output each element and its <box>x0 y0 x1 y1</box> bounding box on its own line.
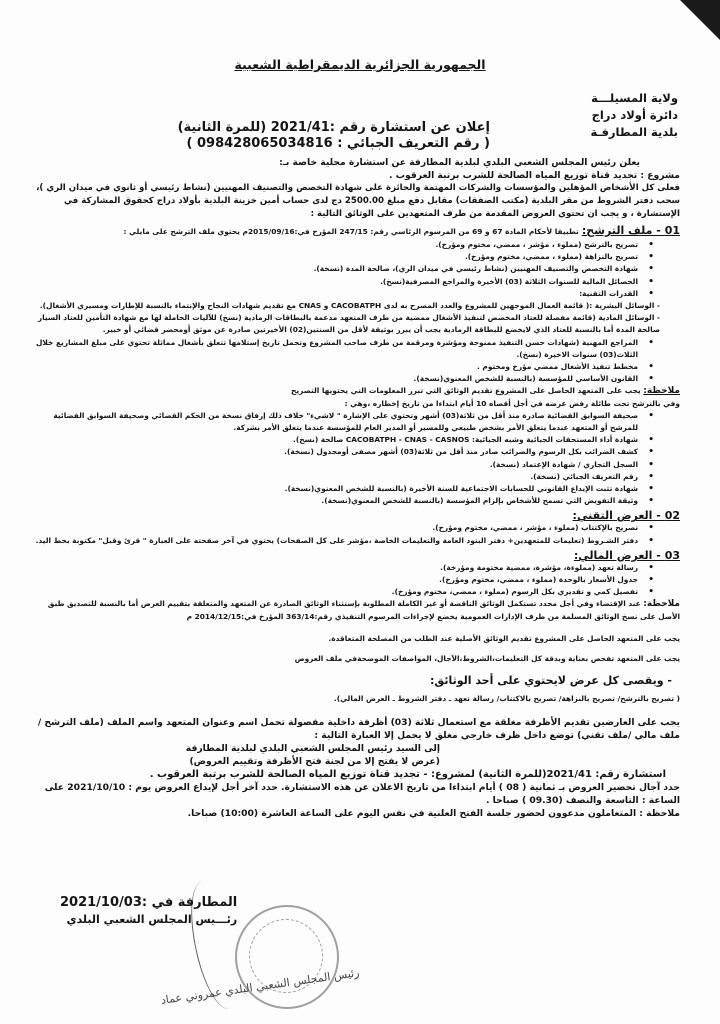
requirement-2: يجب على المتعهد تفحص بعناية وبدقة كل التعليمات،الشروط،الآجال، المواصفات الموضحةفي ملف العروض <box>294 654 680 664</box>
list-item: • السجل التجاري / شهادة الإعتماد (نسخة). <box>32 459 660 471</box>
note-1-label: ملاحظة: <box>643 386 680 397</box>
note-2-text: عند الإقتضاء وفي أجل محدد تستكمل الوثائق الناقصة أو غير الكاملة المطلوبة بإستثناء الوثائق الصادرة عن المتعهد والمتعلقة بتقييم العرض أما بالنسبة للتصديق طبق الأصل على نسخ الوثائق المسلمة من طرف الإدارات العمومية يخضع لإجراءات المرسوم التنفيذي رقم:363/14 المؤرخ في:2014/12/15 م <box>47 599 680 621</box>
note-1 <box>32 385 680 409</box>
envelope-address: إلى السيد رئيس المجلس الشعبي البلدي لبلدية المطارفة <box>185 742 440 754</box>
envelopes-text: يجب على العارضين تقديم الأظرفة مغلقة مع استعمال ثلاثة (03) أظرفة داخلية مفصولة تحمل اسم وعنوان المتعهد واسم الملف (ملف الترشح /ملف مالي /ملف تقني) توضع داخل ظرف خارجي مغلق لا يحمل إلا العبارة التالية : <box>37 716 680 741</box>
list-item: • وثيقة التفويض التي تسمح للأشخاص بإلزام المؤسسة (بالنسبة للشخص المعنوي(نسخة). <box>32 495 660 507</box>
republic-title: الجمهورية الجزائرية الديمقراطية الشعبية <box>234 57 486 72</box>
list-item: • القانون الأساسي للمؤسسة (بالنسبة للشخص المعنوي(نسخة). <box>32 373 660 385</box>
list-item: • رقم التعريف الجبائي (نسخة). <box>32 471 660 483</box>
list-item: • صحيفة السوابق القضائية صادرة منذ أقل من ثلاثة(03) أشهر وتحتوي على الإشارة " لاشيء" خلاف ذلك إرفاق نسخة من الحكم القضائي وصحيفة السوابق القضائية للمرشح أو المتعهد عندما يتعلق الأمر بشخص طبيعي وللمسير أو المدير العام للمؤسسة عندما يتعلق الأمر بشركة. <box>32 410 660 434</box>
note-1-list <box>32 410 680 508</box>
list-item: • دفتر الشـروط (تعليمات للمتعهدين+ دفتر البنود العامة والتعليمات الخاصة ،مؤشر على كل الصفحات) يحتوي في آخر صفحته على العبارة " قرئ وقبل" مكتوبة بخط اليد. <box>32 535 660 547</box>
note-2 <box>32 598 680 622</box>
list-item: • جدول الأسعار بالوحدة (مملوء ، ممضي، مختوم ومؤرخ). <box>32 574 660 586</box>
daira: دائرة أولاد دراج <box>591 108 678 122</box>
signature-date: المطارفة في :2021/10/03 <box>60 895 238 910</box>
list-item: • تفصيل كمي و تقديري بكل الرسوم (مملوء ، ممضي، مختوم ومؤرخ). <box>32 586 660 598</box>
list-item: • شهادة تثبت الإيداع القانوني للحسابات الاجتماعية للسنة الأخيرة (بالنسبة للشخص المعنوي(نسخة). <box>32 483 660 495</box>
envelope-notice: (عرض لا يفتح إلا من لجنة فتح الأظرفة وتقييم العروض) <box>189 755 440 767</box>
section-3-title: 03 - العرض المالي: <box>573 548 680 562</box>
exclusion-list: ( تصريح بالترشح/ تصريح بالنزاهة/ تصريح بالاكتتاب/ رسالة تعهد ـ دفتر الشروط ـ العرض المالي). <box>333 694 680 704</box>
section-candidacy <box>32 224 680 239</box>
material-resources: - الوسائل المادية (قائمة مفصلة للعتاد المخصص لتنفيذ الأشغال ممضية من طرف المتعهد مدعمة بالبطاقات الرمادية (نسخ) للآليات الحاملة لها مع شهادة التأمين للعتاد السيار صالحة المدة أما بالنسبة للعتاد الذي لايخضع للبطاقة الرمادية يجب أن يبرر بوثيقة لأقل من السنتين(02) الأخيرتين صادرة عن موثق أومحضر قضائي أو خبير. <box>37 313 660 335</box>
deadline-text: حدد آجال تحضير العروض بـ ثمانية ( 08 ) أيام ابتداءا من تاريخ الاعلان عن هذه الاستشارة. حدد آخر أجل لإيداع العروض يوم : 2021/10/10 على الساعة : التاسعة والنصف (09.30 ) صباحا . <box>44 781 680 806</box>
list-item: • رسالة تعهد (مملوءة، مؤشرة، ممضية مختومة ومؤرخة). <box>32 562 660 574</box>
signature-title: رئـــيس المجلس الشعبي البلدي <box>66 913 238 926</box>
commune: بلدية المطارفـة <box>590 125 678 139</box>
list-item: • تصريح بالنزاهة (مملوء ، ممضي، مختوم ومؤرخ). <box>32 251 660 263</box>
eligibility-text: فعلى كل الأشخاص المؤهلين والمؤسسات والشركات المهتمة والحائزة على شهادة التخصص والتصنيف المهنيين (نشاط رئيسي أو ثانوي في ميدان الري )، سحب دفتر الشروط من مقر البلدية (مكتب الصفقات) مقابل دفع مبلغ 2500.00 دج لدى حساب أمين خزينة البلدية بأولاد دراج كحقوق المشاركة في الإستشارة ، و يجب ان تحتوي العروض المقدمة من طرف المتعهدين على الوثائق التالية : <box>36 183 680 219</box>
project-text: مشروع : تجديد قناة توزيع المياه الصالحة للشرب برتبة العرقوب . <box>389 170 680 181</box>
section-1-list <box>32 239 680 385</box>
section-3-list <box>32 562 680 599</box>
list-item: • تصريح بالإكتتاب (مملوء ، مؤشر ، ممضي، مختوم ومؤرخ). <box>32 522 660 534</box>
section-1-lead: تطبيقا لأحكام المادة 67 و 69 من المرسوم الرئاسي رقم: 247/15 المؤرخ في:2015/09/16م يحتوي ملف الترشح على مايلي : <box>123 227 579 236</box>
announcement-title-block <box>178 120 490 152</box>
list-item: • مخطط تنفيذ الأشغال ممضي مؤرخ ومختوم . <box>32 361 660 373</box>
signature-block <box>60 895 237 926</box>
list-item: • كشف الضرائب بكل الرسوم والضرائب صادر منذ أقل من ثلاثة(03) أشهر مصفى أومجدول (نسخة). <box>32 446 660 458</box>
requirement-1: يجب على المتعهد الحاصل على المشروع تقديم الوثائق الأصلية عند الطلب من المصلحة المتعاقدة. <box>328 633 680 643</box>
deadline-note: ملاحظة : المتعاملون مدعوون لحضور جلسة الفتح العلنية في نفس اليوم على الساعة العاشرة (10:00) صباحا. <box>187 807 680 819</box>
intro-text: يعلن رئيس المجلس الشعبي البلدي لبلدية المطارفة عن استشارة محلية خاصة بـ: <box>279 157 640 168</box>
list-item: • المراجع المهنية (شهادات حسن التنفيذ ممنوحة ومؤشرة ومرقمة من طرف صاحب المشروع وتحمل تاريخ إستلامها تتعلق بأشغال مماثلة تحتوي على مبلغ المشاريع خلال الثلاث(03) سنوات الاخيرة (نسخ). <box>32 337 660 361</box>
list-item: • شهادة أداء المستحقات الجبائية وشبه الجبائية: CACOBATPH - CNAS - CASNOS صالحة (نسخ). <box>32 434 660 446</box>
tax-id: ( رقم التعريف الجبائي : 098428065034816 ) <box>186 136 490 151</box>
document-body <box>32 156 680 820</box>
section-2-title: 02 - العرض التقني: <box>572 509 680 523</box>
list-item: • الحصائل المالية للسنوات الثلاثة (03) الأخيرة والمراجع المصرفية(نسخ). <box>32 276 660 288</box>
section-2-list <box>32 522 680 546</box>
list-item: • تصريح بالترشح (مملوء ، مؤشر ، ممضي، مختوم ومؤرخ). <box>32 239 660 251</box>
list-item: • شهادة التخصص والتصنيف المهنيين (نشاط رئيسي في ميدان الري)، صالحة المدة (نسخة). <box>32 263 660 275</box>
wilaya: ولاية المسيلـــة <box>591 91 678 105</box>
consultation-ref: استشارة رقم: 2021/41(للمرة الثانية) لمشروع: - تجديد قناة توزيع المياه الصالحة للشرب برتبة العرقوب . <box>149 768 666 780</box>
human-resources: - الوسائل البشرية :( قائمة العمال الموجهين للمشروع والعدد المصرح به لدى CACOBATPH و CNAS مع تقديم شهادات النجاح والإنتماء بالنسبة للإطارات ومسيري الأشغال). <box>39 301 660 311</box>
note-1-text2: وفي بالترشح تحت طائلة رفض عرضه في أجل أقصاه 10 أيام ابتداءا من تاريخ إخطاره ،وهي : <box>344 398 680 408</box>
section-1-title: 01 - ملف الترشح: <box>581 224 680 237</box>
exclusion-title: - ويقصى كل عرض لايحتوي على أحد الوثائق: <box>430 674 672 688</box>
handwritten-signature: رئيس المجلس الشعبي البلدي عمروني عماد <box>160 966 361 1007</box>
administrative-header <box>591 90 679 141</box>
list-item: • القدرات التقنية: <box>32 288 660 300</box>
scan-corner <box>680 0 720 40</box>
announcement-title: إعلان عن استشارة رقم :2021/41 (للمرة الثانية) <box>177 120 490 135</box>
note-2-label: ملاحظة: <box>643 599 680 610</box>
note-1-text: يجب على المتعهد الحاصل على المشروع تقديم الوثائق التي تبرر المعلومات التي يحتويها التصريح <box>291 386 641 396</box>
